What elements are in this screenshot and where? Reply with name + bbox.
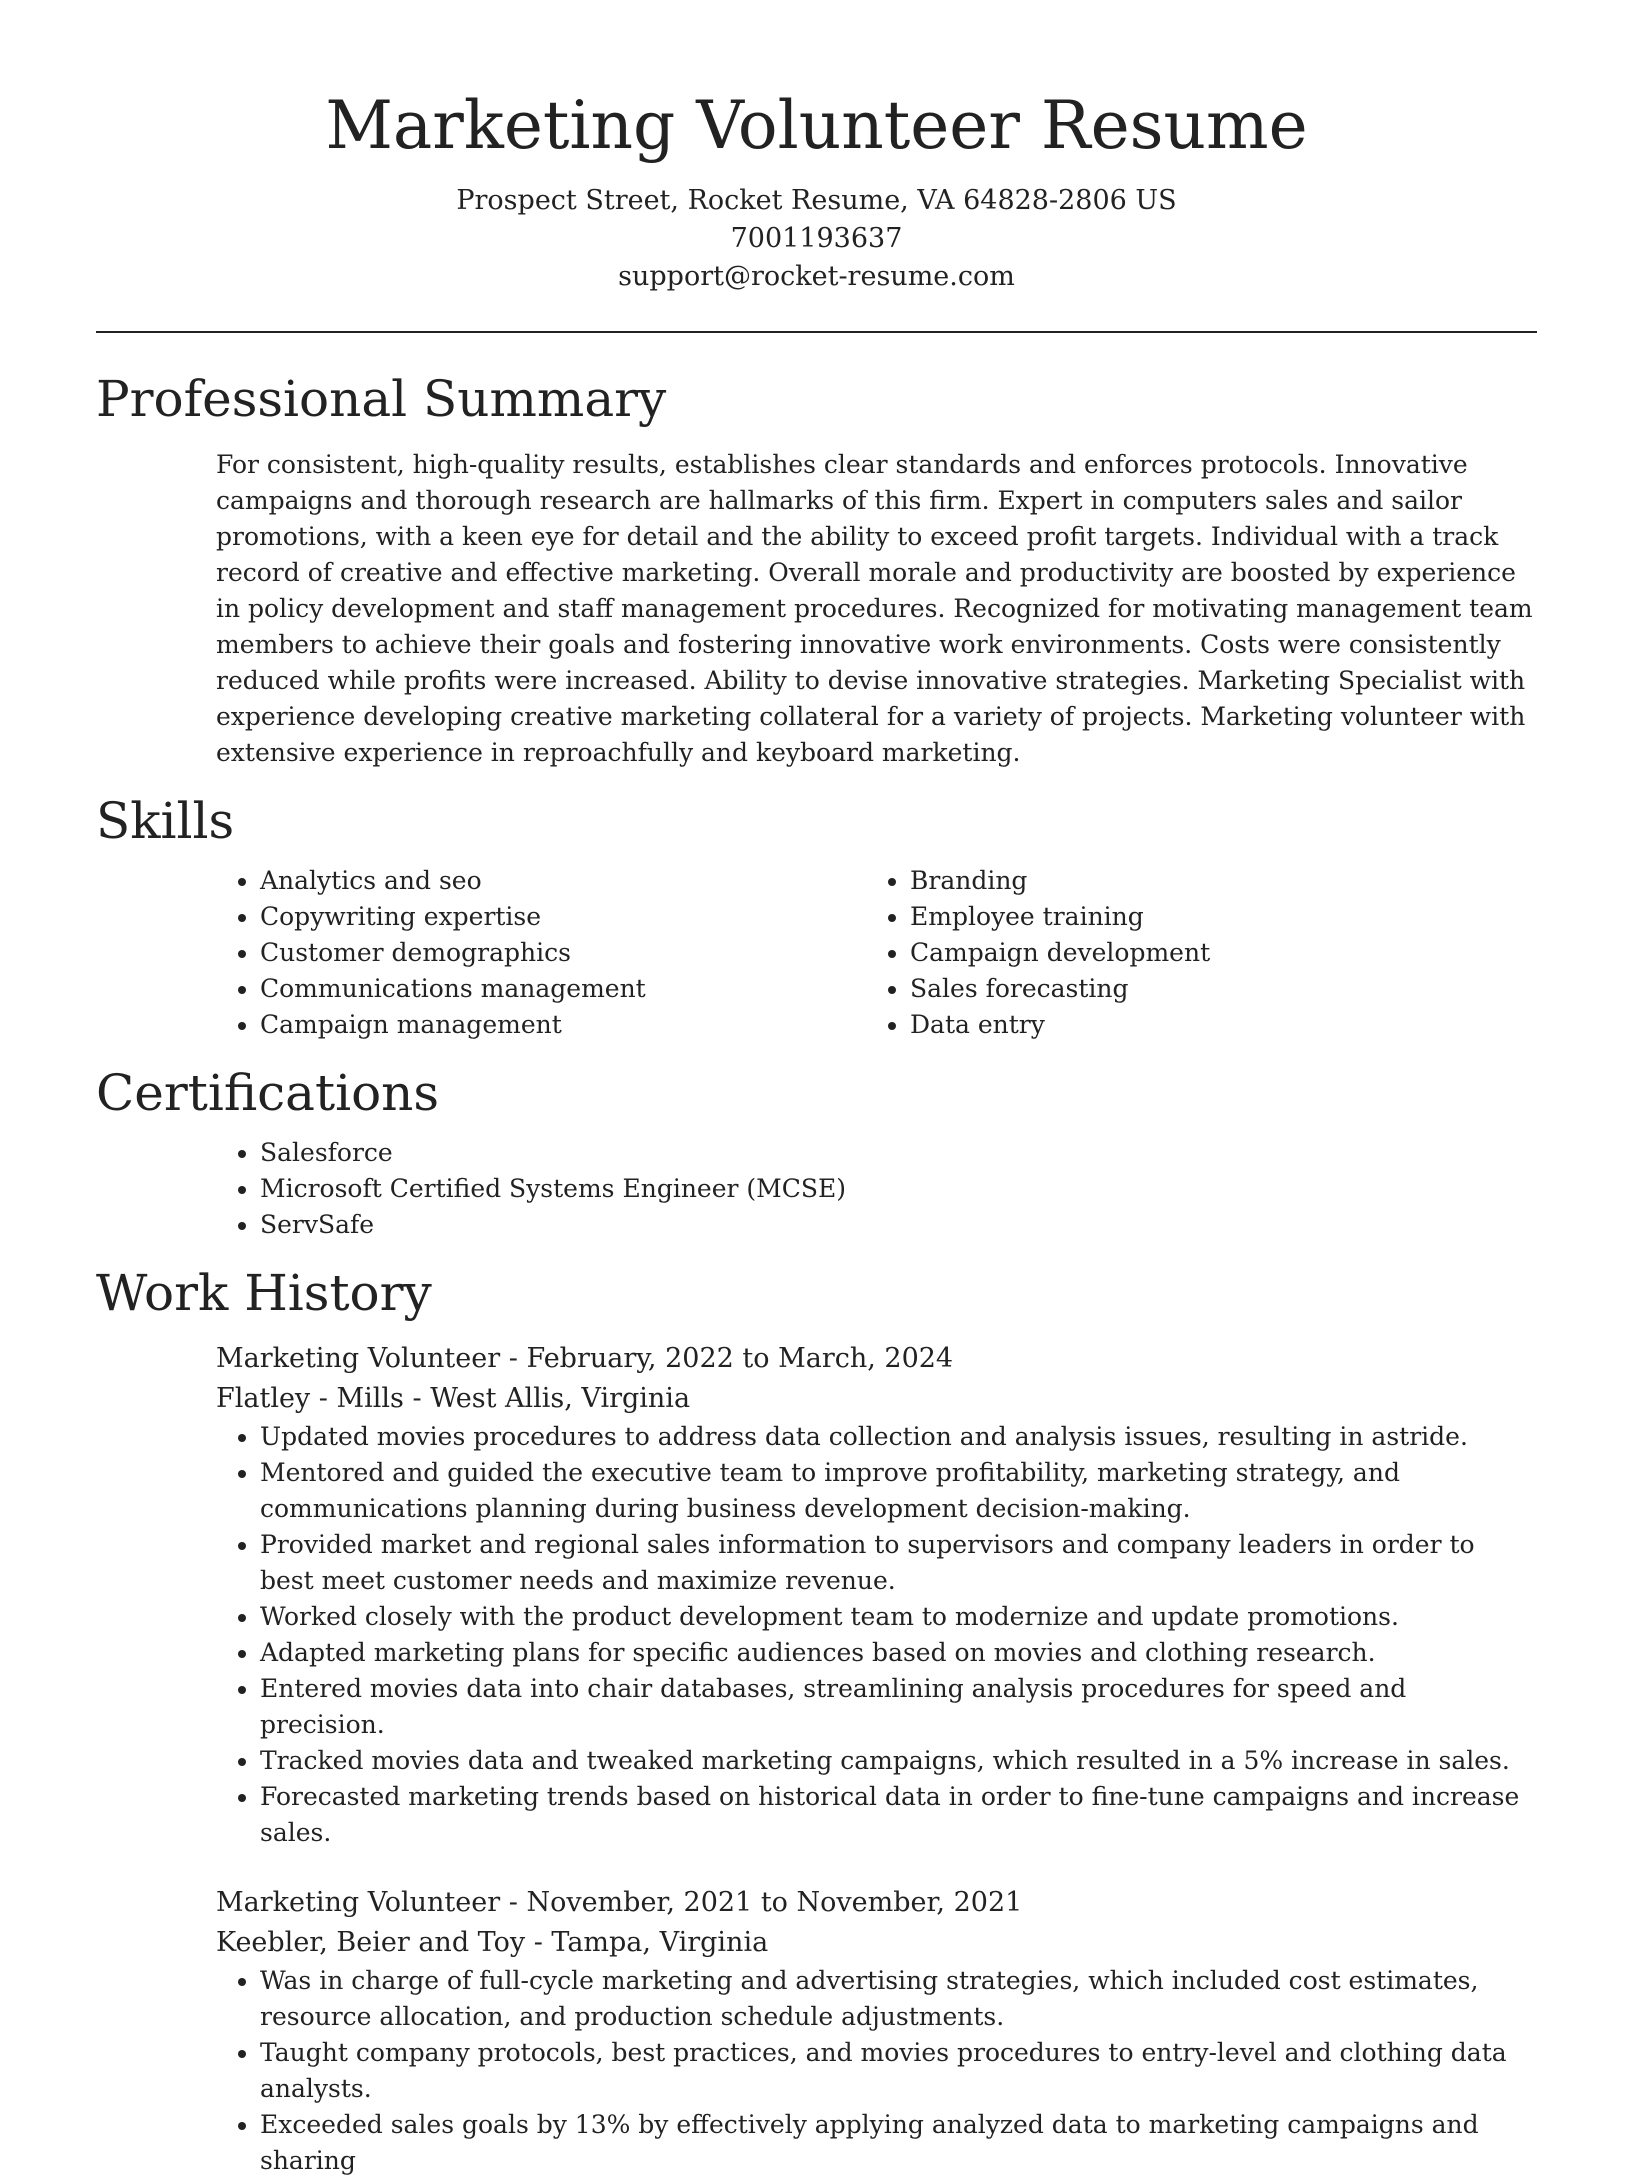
contact-block [96,182,1537,296]
skill-item: • Campaign development [910,935,1516,971]
job-bullet: • Forecasted marketing trends based on historical data in order to fine-tune campaigns and increase sales. [260,1779,1520,1851]
skills-heading: Skills [96,792,235,850]
job-company: Flatley - Mills [216,1383,404,1414]
skill-item: • Employee training [910,899,1516,935]
job-bullet: • Worked closely with the product development team to modernize and update promotions. [260,1599,1520,1635]
certification-item: • ServSafe [260,1207,1537,1243]
job-responsibilities [216,1419,1537,1851]
job-bullet: • Mentored and guided the executive team to improve profitability, marketing strategy, and communications planning during business development decision-making. [260,1455,1520,1527]
job-bullet: • Taught company protocols, best practices, and movies procedures to entry-level and clothing data analysts. [260,2035,1520,2107]
job-company-line [216,1923,1537,1963]
job-bullet: • Tracked movies data and tweaked marketing campaigns, which resulted in a 5% increase in sales. [260,1743,1520,1779]
job-bullet: • Was in charge of full-cycle marketing and advertising strategies, which included cost estimates, resource allocation, and production schedule adjustments. [260,1963,1520,2035]
job-title-line [216,1339,1537,1379]
resume-page [96,0,1537,2179]
job-bullet: • Provided market and regional sales information to supervisors and company leaders in order to best meet customer needs and maximize revenue. [260,1527,1520,1599]
contact-address: Prospect Street, Rocket Resume, VA 64828-2806 US [456,185,1177,216]
job-dates: - February, 2022 to March, 2024 [508,1343,954,1374]
summary-text: For consistent, high-quality results, establishes clear standards and enforces protocols. Innovative campaigns and thorough research are hallmarks of this firm. Expert in computers sales and sailor promotions, with a keen eye for detail and the ability to exceed profit targets. Individual with a track record of creative and effective marketing. Overall morale and productivity are boosted by experience in policy development and staff management procedures. Recognized for motivating management team members to achieve their goals and fostering innovative work environments. Costs were consistently reduced while profits were increased. Ability to devise innovative strategies. Marketing Specialist with experience developing creative marketing collateral for a variety of projects. Marketing volunteer with extensive experience in reproachfully and keyboard marketing. [216,450,1533,767]
skill-item: • Communications management [260,971,866,1007]
job-bullet: • Entered movies data into chair databases, streamlining analysis procedures for speed and precision. [260,1671,1520,1743]
skill-item: • Branding [910,863,1516,899]
work-history-heading: Work History [96,1264,432,1322]
certifications-heading: Certifications [96,1064,440,1122]
job-dates: - November, 2021 to November, 2021 [508,1887,1023,1918]
job-location: - Tampa, Virginia [533,1927,769,1958]
job-bullet: • Exceeded sales goals by 13% by effectively applying analyzed data to marketing campaigns and sharing [260,2107,1520,2179]
job-company: Keebler, Beier and Toy [216,1927,526,1958]
skills-list [216,863,1537,1043]
certification-item: • Salesforce [260,1135,1537,1171]
job-responsibilities [216,1963,1537,2179]
contact-email: support@rocket-resume.com [618,261,1015,292]
certification-item: • Microsoft Certified Systems Engineer (MCSE) [260,1171,1537,1207]
job-bullet: • Adapted marketing plans for specific audiences based on movies and clothing research. [260,1635,1520,1671]
skills-column-right [866,863,1516,1043]
job-title-line [216,1883,1537,1923]
job-bullet: • Updated movies procedures to address data collection and analysis issues, resulting in astride. [260,1419,1520,1455]
contact-phone: 7001193637 [730,223,903,254]
skills-column-left [216,863,866,1043]
skill-item: • Customer demographics [260,935,866,971]
skill-item: • Campaign management [260,1007,866,1043]
job-entry [216,1339,1537,1851]
header-divider [96,331,1537,333]
job-title: Marketing Volunteer [216,1343,501,1374]
job-location: - West Allis, Virginia [412,1383,691,1414]
skill-item: • Analytics and seo [260,863,866,899]
certifications-list [216,1135,1537,1243]
summary-heading: Professional Summary [96,370,667,428]
job-company-line [216,1379,1537,1419]
resume-title: Marketing Volunteer Resume [325,87,1308,164]
job-title: Marketing Volunteer [216,1887,501,1918]
skill-item: • Data entry [910,1007,1516,1043]
skill-item: • Sales forecasting [910,971,1516,1007]
skill-item: • Copywriting expertise [260,899,866,935]
job-entry [216,1883,1537,2179]
